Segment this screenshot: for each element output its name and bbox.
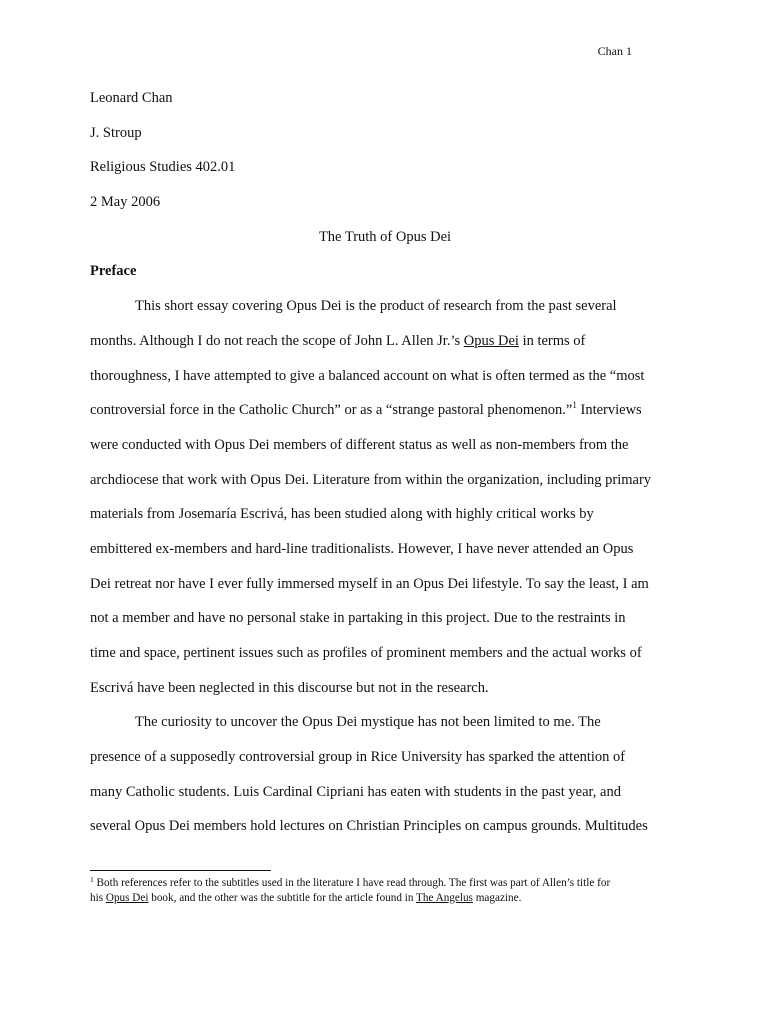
paragraph-line: many Catholic students. Luis Cardinal Cipriani has eaten with students in the past year, and [90, 783, 621, 800]
paragraph-line: months. Although I do not reach the scope of John L. Allen Jr.’s Opus Dei in terms of [90, 332, 586, 349]
paragraph-line: not a member and have no personal stake in partaking in this project. Due to the restraints in [90, 610, 626, 627]
book-title-reference: Opus Dei [463, 332, 519, 349]
footnote-line: his Opus Dei book, and the other was the subtitle for the article found in The Angelus magazine. [90, 891, 522, 904]
paragraph-line: The curiosity to uncover the Opus Dei mystique has not been limited to me. The [135, 714, 601, 731]
course-name: Religious Studies 402.01 [90, 159, 236, 176]
document-body [90, 81, 680, 844]
author-name: Leonard Chan [90, 90, 173, 106]
paragraph-line: thoroughness, I have attempted to give a balanced account on what is often termed as the “most [90, 367, 645, 384]
footnote-marker: 1 [90, 875, 94, 884]
paragraph-line: materials from Josemaría Escrivá, has been studied along with highly critical works by [90, 506, 594, 523]
paragraph-line: time and space, pertinent issues such as profiles of prominent members and the actual works of [90, 645, 642, 661]
footnote-line: $^1$ Both references refer to the subtitles used in the literature I have read through. The first was part of Allen’s title for [90, 875, 611, 889]
magazine-title-reference: The Angelus [416, 891, 473, 904]
footnote-reference: 1 [572, 400, 577, 411]
paragraph-line: controversial force in the Catholic Church” or as a “strange pastoral phenomenon.”$^1$ Interviews [90, 400, 642, 419]
paragraph-line: Dei retreat nor have I ever fully immersed myself in an Opus Dei lifestyle. To say the least, I am [90, 575, 649, 592]
paragraph-line: Escrivá have been neglected in this discourse but not in the research. [90, 679, 489, 696]
paragraph-line: embittered ex-members and hard-line traditionalists. However, I have never attended an Opus [90, 540, 634, 557]
paragraph-line: archdiocese that work with Opus Dei. Literature from within the organization, including primary [90, 471, 652, 488]
section-heading: Preface [90, 263, 137, 280]
paragraph-line: were conducted with Opus Dei members of different status as well as non-members from the [90, 436, 629, 453]
footnote [90, 876, 690, 905]
paragraph-line: several Opus Dei members hold lectures on Christian Principles on campus grounds. Multitudes [90, 818, 648, 835]
page-title: The Truth of Opus Dei [318, 228, 452, 245]
paragraph-line: presence of a supposedly controversial group in Rice University has sparked the attention of [90, 749, 626, 766]
instructor-name: J. Stroup [90, 124, 142, 141]
paragraph-line: This short essay covering Opus Dei is the product of research from the past several [135, 298, 617, 315]
book-title-reference: Opus Dei [105, 891, 149, 904]
running-head: Chan 1 [597, 44, 632, 58]
footnote-separator [90, 870, 271, 871]
document-date: 2 May 2006 [90, 194, 161, 211]
